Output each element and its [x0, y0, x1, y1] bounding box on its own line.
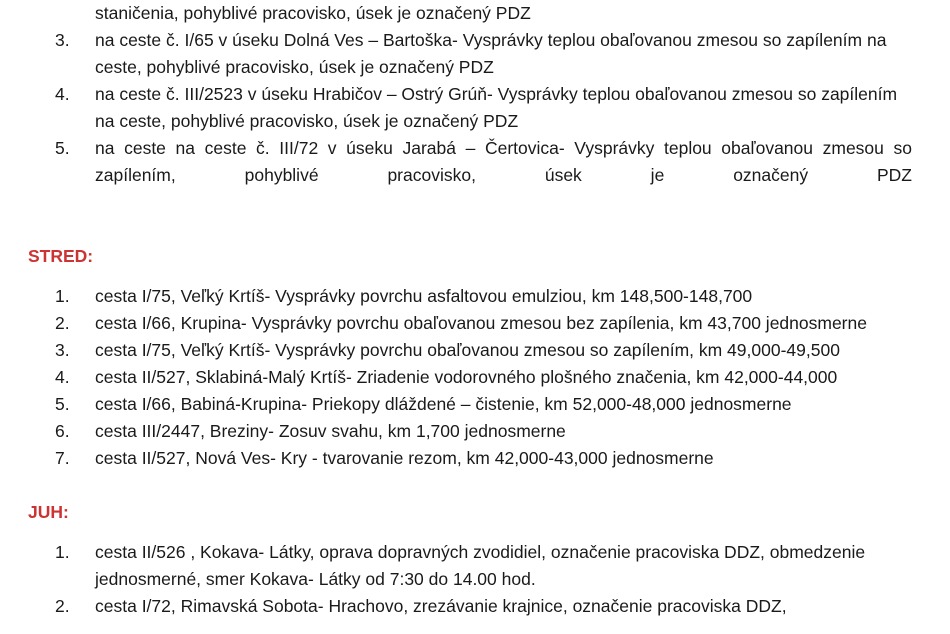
list-item [0, 135, 950, 216]
list-item-number: 4. [55, 84, 70, 104]
list-item-text: cesta II/527, Sklabiná-Malý Krtíš- Zriadenie vodorovného plošného značenia, km 42,000-44,000 [95, 367, 838, 387]
list-item-text: cesta II/526 , Kokava- Látky, oprava dopravných zvodidiel, označenie pracoviska DDZ, obmedzenie jednosmerné, smer Kokava- Látky od 7:30 do 14.00 hod. [95, 542, 866, 589]
list-item-number: 2. [55, 596, 70, 616]
table-row [0, 283, 950, 310]
list-item-text: cesta I/66, Babiná-Krupina- Priekopy dláždené – čistenie, km 52,000-48,000 jednosmerne [95, 394, 792, 414]
list-group-stred [0, 283, 950, 472]
list-item-number: 5. [55, 394, 70, 414]
continuation-line-text: staničenia, pohyblivé pracovisko, úsek je označený PDZ [95, 3, 531, 23]
list-item-text: cesta II/527, Nová Ves- Kry - tvarovanie rezom, km 42,000-43,000 jednosmerne [95, 448, 714, 468]
list-item-number: 2. [55, 313, 70, 333]
list-item-number: 7. [55, 448, 70, 468]
heading-gap [0, 526, 950, 539]
list-group-first-partial [0, 27, 950, 216]
list-group-juh [0, 539, 950, 620]
list-item-text: cesta I/66, Krupina- Vysprávky povrchu obaľovanou zmesou bez zapílenia, km 43,700 jednosmerne [95, 313, 867, 333]
heading-gap [0, 270, 950, 283]
list-item-text: na ceste na ceste č. III/72 v úseku Jarabá – Čertovica- Vysprávky teplou obaľovanou zmesou so zapílením, pohyblivé pracovisko, úsek je označený PDZ [95, 138, 912, 185]
list-item-number: 4. [55, 367, 70, 387]
list-item-text: cesta I/75, Veľký Krtíš- Vysprávky povrchu obaľovanou zmesou so zapílením, km 49,000-49,500 [95, 340, 840, 360]
section-spacer [0, 472, 950, 499]
list-item-number: 1. [55, 542, 70, 562]
list-item-number: 5. [55, 138, 70, 158]
table-row [0, 364, 950, 391]
list-item [0, 81, 950, 135]
list-item-number: 3. [55, 30, 70, 50]
list-item-text: cesta I/72, Rimavská Sobota- Hrachovo, zrezávanie krajnice, označenie pracoviska DDZ, [95, 596, 787, 616]
section-spacer [0, 216, 950, 243]
list-item-text: cesta I/75, Veľký Krtíš- Vysprávky povrchu asfaltovou emulziou, km 148,500-148,700 [95, 286, 753, 306]
table-row [0, 593, 950, 620]
section-heading-stred: STRED: [28, 246, 94, 266]
list-item [0, 27, 950, 81]
table-row [0, 391, 950, 418]
table-row [0, 539, 950, 593]
table-row [0, 337, 950, 364]
table-row [0, 418, 950, 445]
list-item-text: na ceste č. I/65 v úseku Dolná Ves – Bartoška- Vysprávky teplou obaľovanou zmesou so zapílením na ceste, pohyblivé pracovisko, úsek je označený PDZ [95, 30, 887, 77]
list-item-number: 6. [55, 421, 70, 441]
list-item-text: na ceste č. III/2523 v úseku Hrabičov – Ostrý Grúň- Vysprávky teplou obaľovanou zmesou so zapílením na ceste, pohyblivé pracovisko, úsek je označený PDZ [95, 84, 898, 131]
table-row [0, 445, 950, 472]
section-heading-juh: JUH: [28, 502, 69, 522]
list-item-number: 1. [55, 286, 70, 306]
table-row [0, 310, 950, 337]
list-item-text: cesta III/2447, Breziny- Zosuv svahu, km 1,700 jednosmerne [95, 421, 566, 441]
list-item-number: 3. [55, 340, 70, 360]
